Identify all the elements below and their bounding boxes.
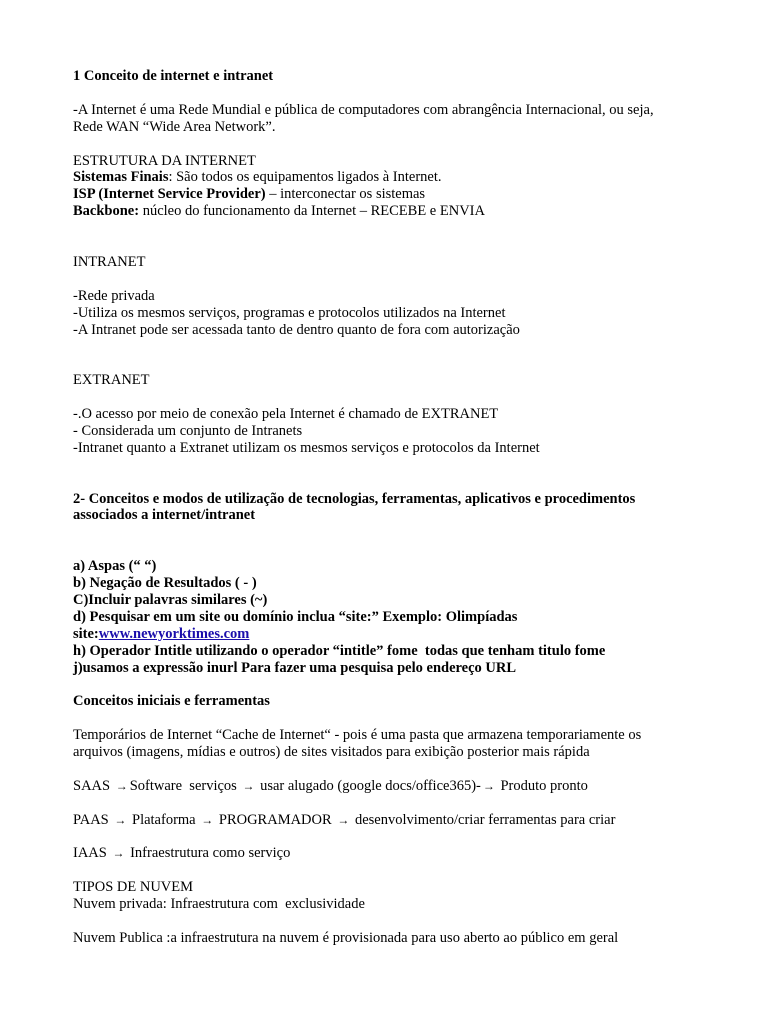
right-arrow-icon: → xyxy=(482,778,495,793)
newyorktimes-link[interactable]: www.newyorktimes.com xyxy=(98,625,250,642)
spacer xyxy=(73,862,713,879)
estrutura-item-isp xyxy=(73,186,713,203)
right-arrow-icon: → xyxy=(112,846,125,861)
spacer xyxy=(73,220,713,254)
search-tip-d: d) Pesquisar em um site ou domínio inclua “site:” Exemplo: Olimpíadas xyxy=(73,608,518,625)
intranet-item: -A Intranet pode ser acessada tanto de dentro quanto de fora com autorização xyxy=(73,321,520,338)
paas-part: PROGRAMADOR xyxy=(215,811,336,828)
saas-line xyxy=(73,778,713,795)
saas-part: SAAS xyxy=(73,777,114,794)
spacer xyxy=(73,85,713,102)
spacer xyxy=(73,677,713,694)
estrutura-text: : São todos os equipamentos ligados à Internet. xyxy=(168,169,442,186)
spacer xyxy=(73,795,713,812)
spacer xyxy=(73,457,713,491)
estrutura-heading: ESTRUTURA DA INTERNET xyxy=(73,152,256,169)
estrutura-text: núcleo do funcionamento da Internet – RECEBE e ENVIA xyxy=(139,203,485,220)
saas-part: usar alugado (google docs/office365)- xyxy=(256,777,481,794)
estrutura-item-backbone xyxy=(73,203,713,220)
section1-title: 1 Conceito de internet e intranet xyxy=(73,68,274,84)
right-arrow-icon: → xyxy=(115,778,128,793)
internet-definition-line2: Rede WAN “Wide Area Network”. xyxy=(73,118,276,135)
estrutura-label: Sistemas Finais xyxy=(73,169,169,186)
document-page xyxy=(73,68,713,947)
saas-part: Produto pronto xyxy=(496,777,588,794)
spacer xyxy=(73,913,713,930)
nuvem-publica: Nuvem Publica :a infraestrutura na nuvem é provisionada para uso aberto ao público em geral xyxy=(73,929,619,946)
spacer xyxy=(73,389,713,406)
paas-part: Plataforma xyxy=(128,811,200,828)
extranet-item: - Considerada um conjunto de Intranets xyxy=(73,422,303,439)
estrutura-label: ISP (Internet Service Provider) xyxy=(73,186,266,203)
search-tip-h: h) Operador Intitle utilizando o operador “intitle” fome todas que tenham titulo fome xyxy=(73,642,606,659)
search-tip-a: a) Aspas (“ “) xyxy=(73,558,157,575)
paas-part: desenvolvimento/criar ferramentas para criar xyxy=(351,811,616,828)
concepts-heading: Conceitos iniciais e ferramentas xyxy=(73,693,270,710)
estrutura-item-sistemas xyxy=(73,169,713,186)
right-arrow-icon: → xyxy=(242,778,255,793)
nuvem-privada: Nuvem privada: Infraestrutura com exclusividade xyxy=(73,896,365,913)
intranet-heading: INTRANET xyxy=(73,253,146,270)
extranet-heading: EXTRANET xyxy=(73,372,150,389)
right-arrow-icon: → xyxy=(201,812,214,827)
paas-line xyxy=(73,812,713,829)
site-prefix: site: xyxy=(73,625,99,642)
extranet-item: -.O acesso por meio de conexão pela Internet é chamado de EXTRANET xyxy=(73,406,499,423)
iaas-part: Infraestrutura como serviço xyxy=(126,845,291,862)
search-tip-j: j)usamos a expressão inurl Para fazer uma pesquisa pelo endereço URL xyxy=(73,659,517,676)
search-tip-c: C)Incluir palavras similares (~) xyxy=(73,591,268,608)
temporarios-line1: Temporários de Internet “Cache de Internet“ - pois é uma pasta que armazena temporariamente os xyxy=(73,727,642,744)
intranet-item: -Rede privada xyxy=(73,287,155,304)
right-arrow-icon: → xyxy=(114,812,127,827)
nuvem-heading: TIPOS DE NUVEM xyxy=(73,879,194,896)
search-tip-b: b) Negação de Resultados ( - ) xyxy=(73,575,257,592)
temporarios-line2: arquivos (imagens, mídias e outros) de sites visitados para exibição posterior mais rápida xyxy=(73,744,590,761)
internet-definition-line1: -A Internet é uma Rede Mundial e pública de computadores com abrangência Internacional, ou seja, xyxy=(73,101,654,118)
iaas-part: IAAS xyxy=(73,845,111,862)
spacer xyxy=(73,710,713,727)
spacer xyxy=(73,761,713,778)
section2-title-line2: associados a internet/intranet xyxy=(73,507,256,524)
spacer xyxy=(73,136,713,153)
extranet-item: -Intranet quanto a Extranet utilizam os mesmos serviços e protocolos da Internet xyxy=(73,439,540,456)
spacer xyxy=(73,271,713,288)
saas-part: Software serviços xyxy=(129,777,241,794)
spacer xyxy=(73,829,713,846)
iaas-line xyxy=(73,845,713,862)
estrutura-text: – interconectar os sistemas xyxy=(265,186,426,203)
right-arrow-icon: → xyxy=(337,812,350,827)
spacer xyxy=(73,338,713,372)
search-tip-d-site xyxy=(73,626,713,643)
spacer xyxy=(73,524,713,558)
intranet-item: -Utiliza os mesmos serviços, programas e protocolos utilizados na Internet xyxy=(73,304,506,321)
estrutura-label: Backbone: xyxy=(73,203,140,220)
paas-part: PAAS xyxy=(73,811,113,828)
section2-title-line1: 2- Conceitos e modos de utilização de tecnologias, ferramentas, aplicativos e procedimentos xyxy=(73,490,636,507)
